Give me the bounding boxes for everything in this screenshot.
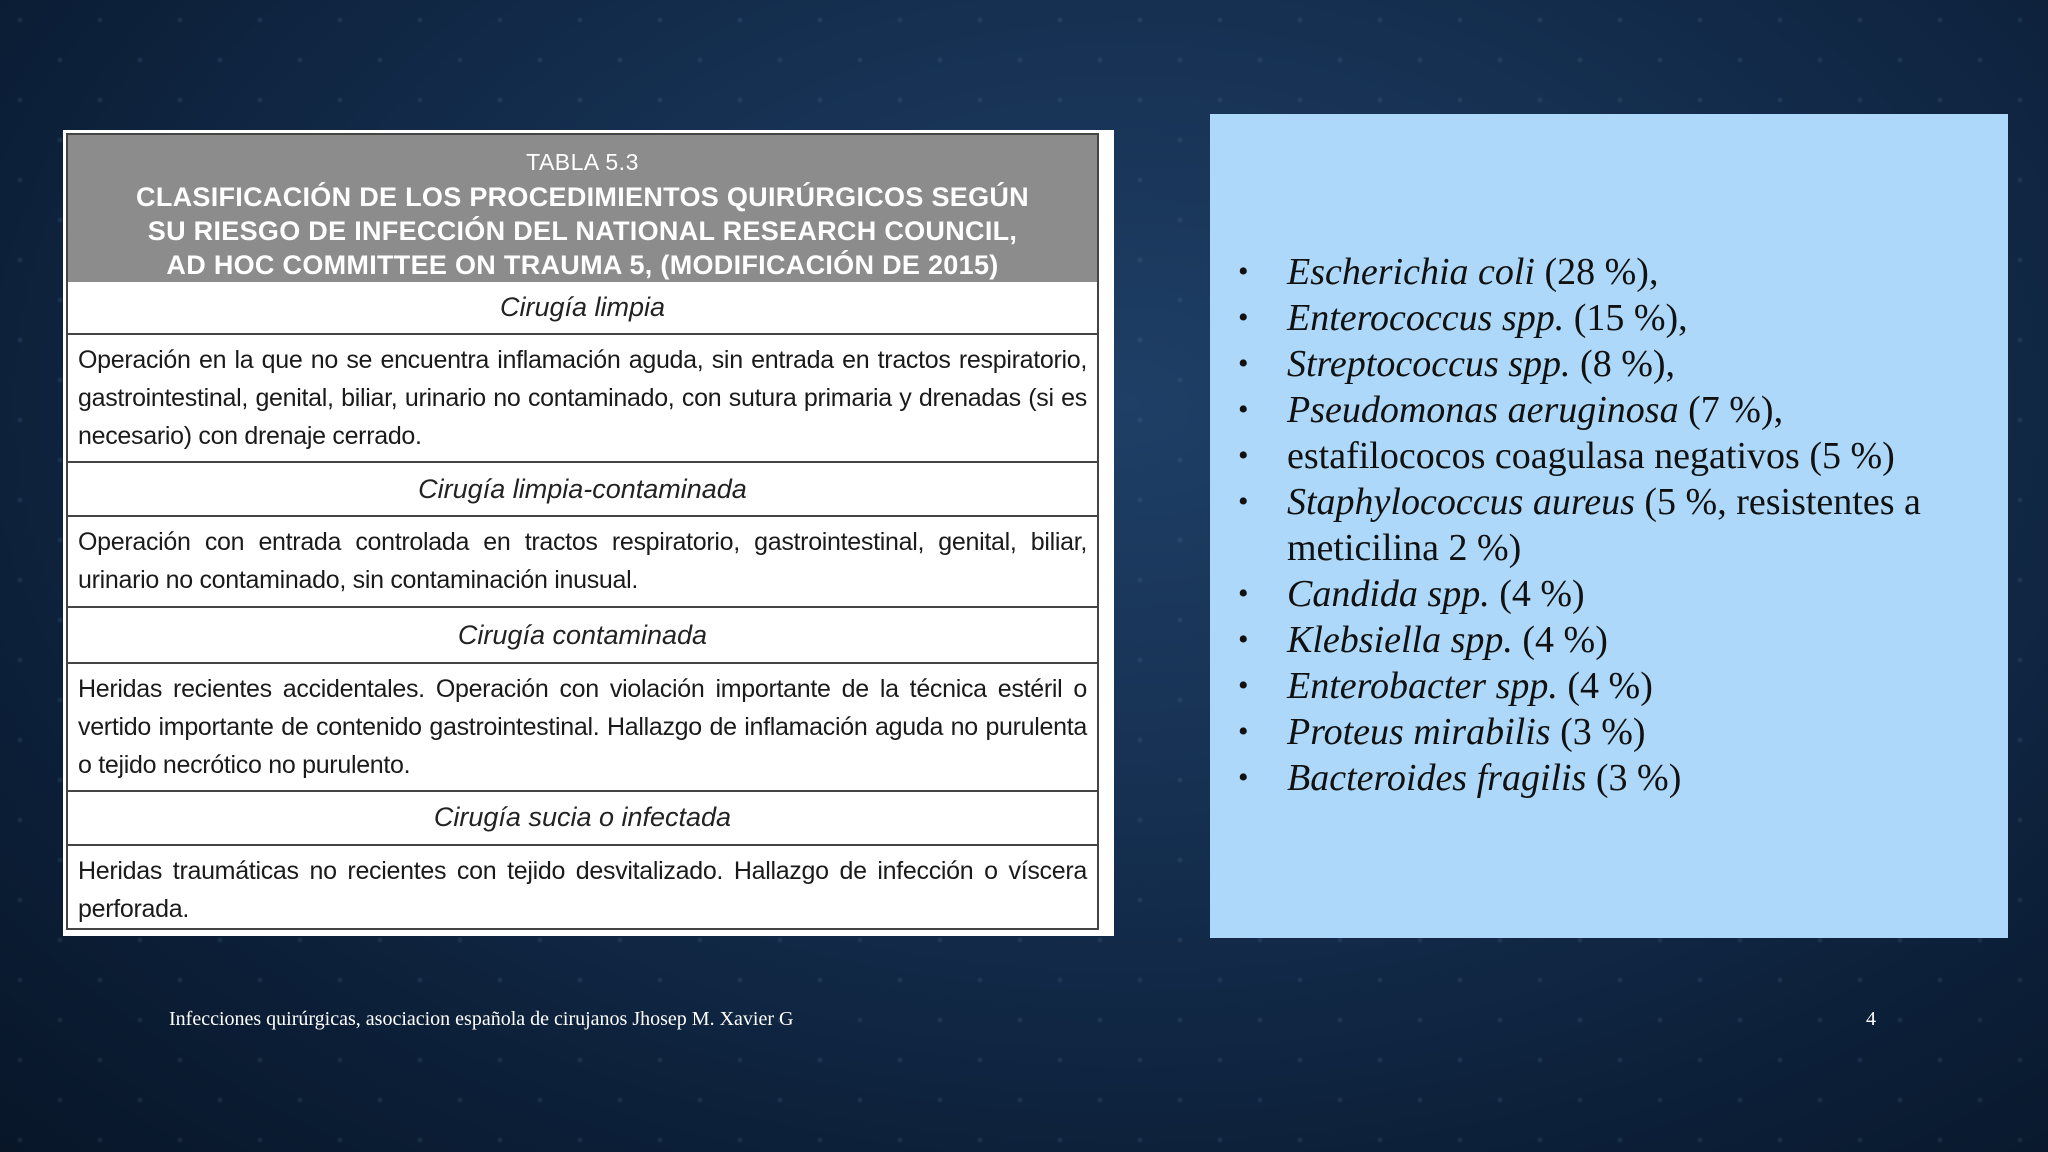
organism-detail: (28 %), xyxy=(1534,251,1659,293)
footer-citation: Infecciones quirúrgicas, asociacion española de cirujanos Jhosep M. Xavier G xyxy=(169,1008,794,1030)
organism-name: Pseudomonas aeruginosa xyxy=(1287,389,1679,431)
bullet-icon: • xyxy=(1238,347,1249,380)
section-body-contaminated: Heridas recientes accidentales. Operación con violación importante de la técnica estéril o vertido importante de contenido gastrointestinal. Hallazgo de inflamación aguda no purulenta o tejido necrótico no purulento. xyxy=(68,664,1097,792)
bullet-icon: • xyxy=(1238,577,1249,610)
bullet-icon: • xyxy=(1238,485,1249,518)
table-title-line: AD HOC COMMITTEE ON TRAUMA 5, (MODIFICACIÓN DE 2015) xyxy=(166,250,999,280)
organisms-panel xyxy=(1210,114,2008,938)
organism-item xyxy=(1230,433,1988,479)
table-title-line: CLASIFICACIÓN DE LOS PROCEDIMIENTOS QUIRÚRGICOS SEGÚN xyxy=(136,182,1029,212)
organism-detail: (5 %, resistentes a meticilina 2 %) xyxy=(1287,481,1921,569)
organism-item xyxy=(1230,571,1988,617)
section-title-clean-contaminated: Cirugía limpia-contaminada xyxy=(68,463,1097,516)
section-body-clean: Operación en la que no se encuentra inflamación aguda, sin entrada en tractos respiratorio, gastrointestinal, genital, biliar, urinario no contaminado, con sutura primaria y drenadas (si es necesario) con drenaje cerrado. xyxy=(68,335,1097,463)
organism-detail: (7 %), xyxy=(1678,389,1784,431)
organism-detail: (4 %) xyxy=(1557,665,1653,707)
section-body-clean-contaminated: Operación con entrada controlada en tractos respiratorio, gastrointestinal, genital, biliar, urinario no contaminado, sin contaminación inusual. xyxy=(68,517,1097,609)
organism-detail: (3 %) xyxy=(1586,757,1682,799)
organism-name: Candida spp. xyxy=(1287,573,1490,615)
organism-detail: (4 %) xyxy=(1489,573,1585,615)
classification-table-image xyxy=(63,130,1114,936)
organism-item xyxy=(1230,295,1988,341)
table-title-line: SU RIESGO DE INFECCIÓN DEL NATIONAL RESEARCH COUNCIL, xyxy=(147,216,1018,246)
organisms-list xyxy=(1230,249,1988,801)
organism-item xyxy=(1230,387,1988,433)
organism-detail: estafilococos coagulasa negativos (5 %) xyxy=(1287,435,1895,477)
organism-name: Streptococcus spp. xyxy=(1287,343,1571,385)
organism-item xyxy=(1230,341,1988,387)
bullet-icon: • xyxy=(1238,439,1249,472)
section-title-contaminated: Cirugía contaminada xyxy=(68,608,1097,663)
organism-name: Klebsiella spp. xyxy=(1287,619,1513,661)
bullet-icon: • xyxy=(1238,623,1249,656)
bullet-icon: • xyxy=(1238,669,1249,702)
organism-name: Staphylococcus aureus xyxy=(1287,481,1635,523)
organism-detail: (8 %), xyxy=(1570,343,1676,385)
organism-item xyxy=(1230,479,1988,571)
section-title-clean: Cirugía limpia xyxy=(68,282,1097,335)
bullet-icon: • xyxy=(1238,715,1249,748)
organism-item xyxy=(1230,617,1988,663)
bullet-icon: • xyxy=(1238,255,1249,288)
classification-table xyxy=(66,133,1099,930)
organism-item xyxy=(1230,755,1988,801)
organism-name: Escherichia coli xyxy=(1287,251,1535,293)
organism-name: Enterobacter spp. xyxy=(1287,665,1558,707)
organism-detail: (3 %) xyxy=(1550,711,1646,753)
bullet-icon: • xyxy=(1238,393,1249,426)
organism-item xyxy=(1230,663,1988,709)
page-number: 4 xyxy=(1866,1008,1876,1030)
organism-item xyxy=(1230,709,1988,755)
organism-name: Bacteroides fragilis xyxy=(1287,757,1587,799)
section-title-dirty: Cirugía sucia o infectada xyxy=(68,792,1097,846)
table-title xyxy=(68,180,1097,282)
table-number: TABLA 5.3 xyxy=(526,149,639,175)
section-body-dirty: Heridas traumáticas no recientes con tejido desvitalizado. Hallazgo de infección o víscera perforada. xyxy=(78,857,1087,924)
organism-name: Enterococcus spp. xyxy=(1287,297,1565,339)
organism-detail: (15 %), xyxy=(1564,297,1688,339)
organism-item xyxy=(1230,249,1988,295)
organism-detail: (4 %) xyxy=(1512,619,1608,661)
bullet-icon: • xyxy=(1238,301,1249,334)
bullet-icon: • xyxy=(1238,761,1249,794)
organism-name: Proteus mirabilis xyxy=(1287,711,1551,753)
table-header xyxy=(68,135,1097,282)
